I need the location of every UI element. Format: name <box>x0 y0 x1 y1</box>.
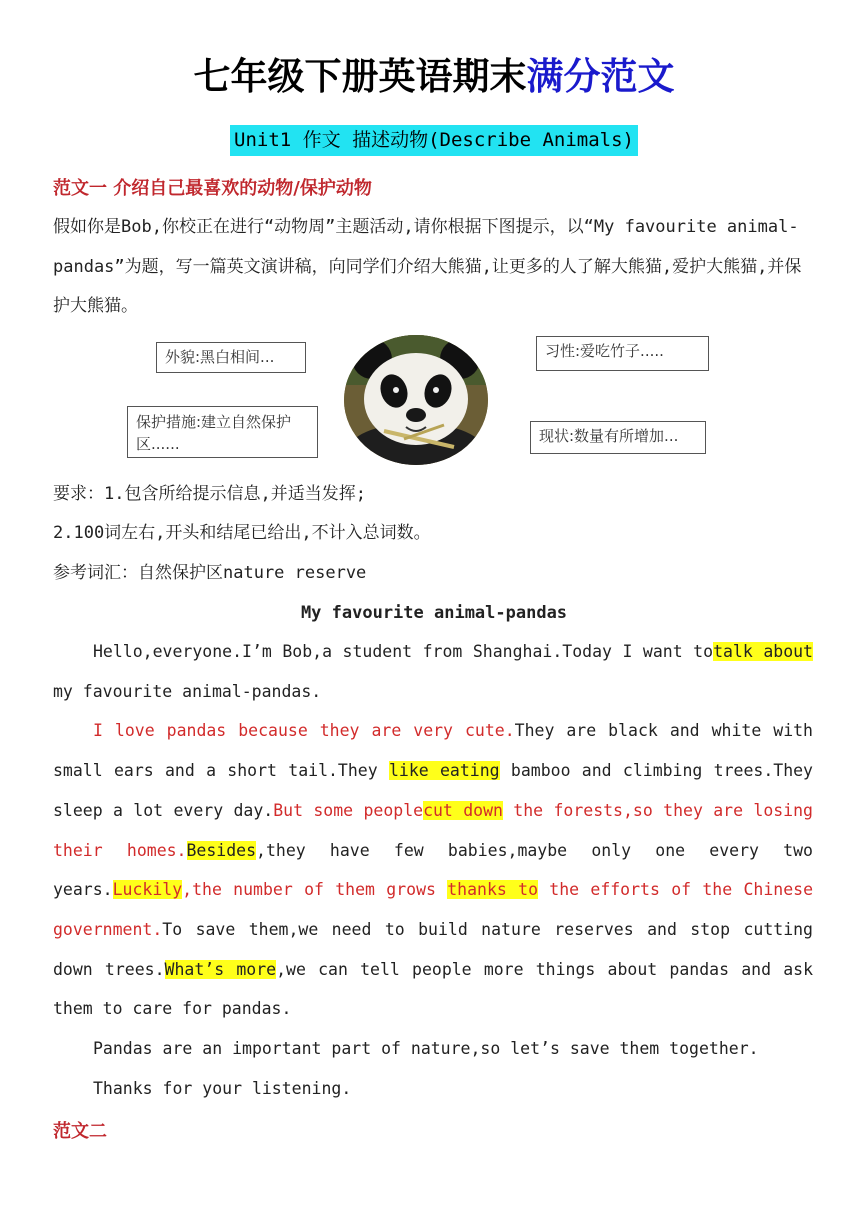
highlight-phrase: like eating <box>388 761 500 781</box>
requirement-line-1: 要求：1.包含所给提示信息,并适当发挥; <box>53 484 366 504</box>
status-box: 现状:数量有所增加... <box>530 421 706 454</box>
essay-paragraph-1 <box>53 632 813 711</box>
appearance-box: 外貌:黑白相间... <box>156 342 306 373</box>
red-sentence: I love pandas because they are very cute. <box>93 721 515 741</box>
unit-title-wrap <box>0 125 868 156</box>
essay-paragraph-4: Thanks for your listening. <box>93 1078 352 1098</box>
red-sentence: the forests,so they are losing their homes. <box>53 800 813 860</box>
panda-icon <box>344 335 488 465</box>
highlight-phrase: thanks to <box>447 880 538 900</box>
text-segment: They are black and white with small ears and a short tail.They <box>53 721 813 781</box>
title-black: 七年级下册英语期末 <box>193 55 527 98</box>
highlight-phrase: Luckily <box>112 880 183 900</box>
protection-box: 保护措施:建立自然保护区...... <box>127 406 318 458</box>
text-segment: ,they have few babies,maybe only one every two years. <box>53 840 813 900</box>
section2-heading: 范文二 <box>53 1121 107 1142</box>
highlight-phrase: cut down <box>423 800 503 820</box>
highlight-phrase: What’s more <box>164 959 277 979</box>
unit-title: Unit1 作文 描述动物(Describe Animals) <box>230 125 638 156</box>
red-sentence: the efforts of the Chinese government. <box>53 880 814 939</box>
section1-heading: 范文一 介绍自己最喜欢的动物/保护动物 <box>53 178 372 199</box>
text-segment: To save them,we need to build nature reserves and stop cutting down trees. <box>53 919 813 979</box>
page-title <box>0 52 868 102</box>
text-segment: my favourite animal-pandas. <box>53 681 322 701</box>
essay-paragraph-2 <box>53 711 813 1029</box>
highlight-phrase: Besides <box>186 840 257 860</box>
requirement-line-2: 2.100词左右,开头和结尾已给出,不计入总词数。 <box>53 523 431 543</box>
section1-prompt: 假如你是Bob,你校正在进行“动物周”主题活动,请你根据下图提示，以“My favourite animal-pandas”为题，写一篇英文演讲稿，向同学们介绍大熊猫,让更多的人了解大熊猫,爱护大熊猫,并保护大熊猫。 <box>53 217 802 316</box>
highlight-phrase: talk about <box>713 642 813 661</box>
essay-paragraph-3: Pandas are an important part of nature,so let’s save them together. <box>93 1039 759 1059</box>
title-blue: 满分范文 <box>526 55 675 98</box>
habit-box: 习性:爱吃竹子..... <box>536 336 709 371</box>
text-segment: bamboo and climbing trees.They sleep a lot every day. <box>53 761 813 820</box>
panda-photo <box>344 335 488 465</box>
essay-body <box>53 632 813 1108</box>
text-segment: ,we can tell people more things about pandas and ask them to care for pandas. <box>53 959 814 1019</box>
red-sentence: ,the number of them grows <box>182 880 448 900</box>
red-sentence: But some people <box>273 800 424 820</box>
essay-title: My favourite animal-pandas <box>300 603 568 623</box>
requirement-line-3: 参考词汇：自然保护区nature reserve <box>53 563 367 583</box>
text-segment: Hello,everyone.I’m Bob,a student from Shanghai.Today I want to <box>93 642 714 661</box>
